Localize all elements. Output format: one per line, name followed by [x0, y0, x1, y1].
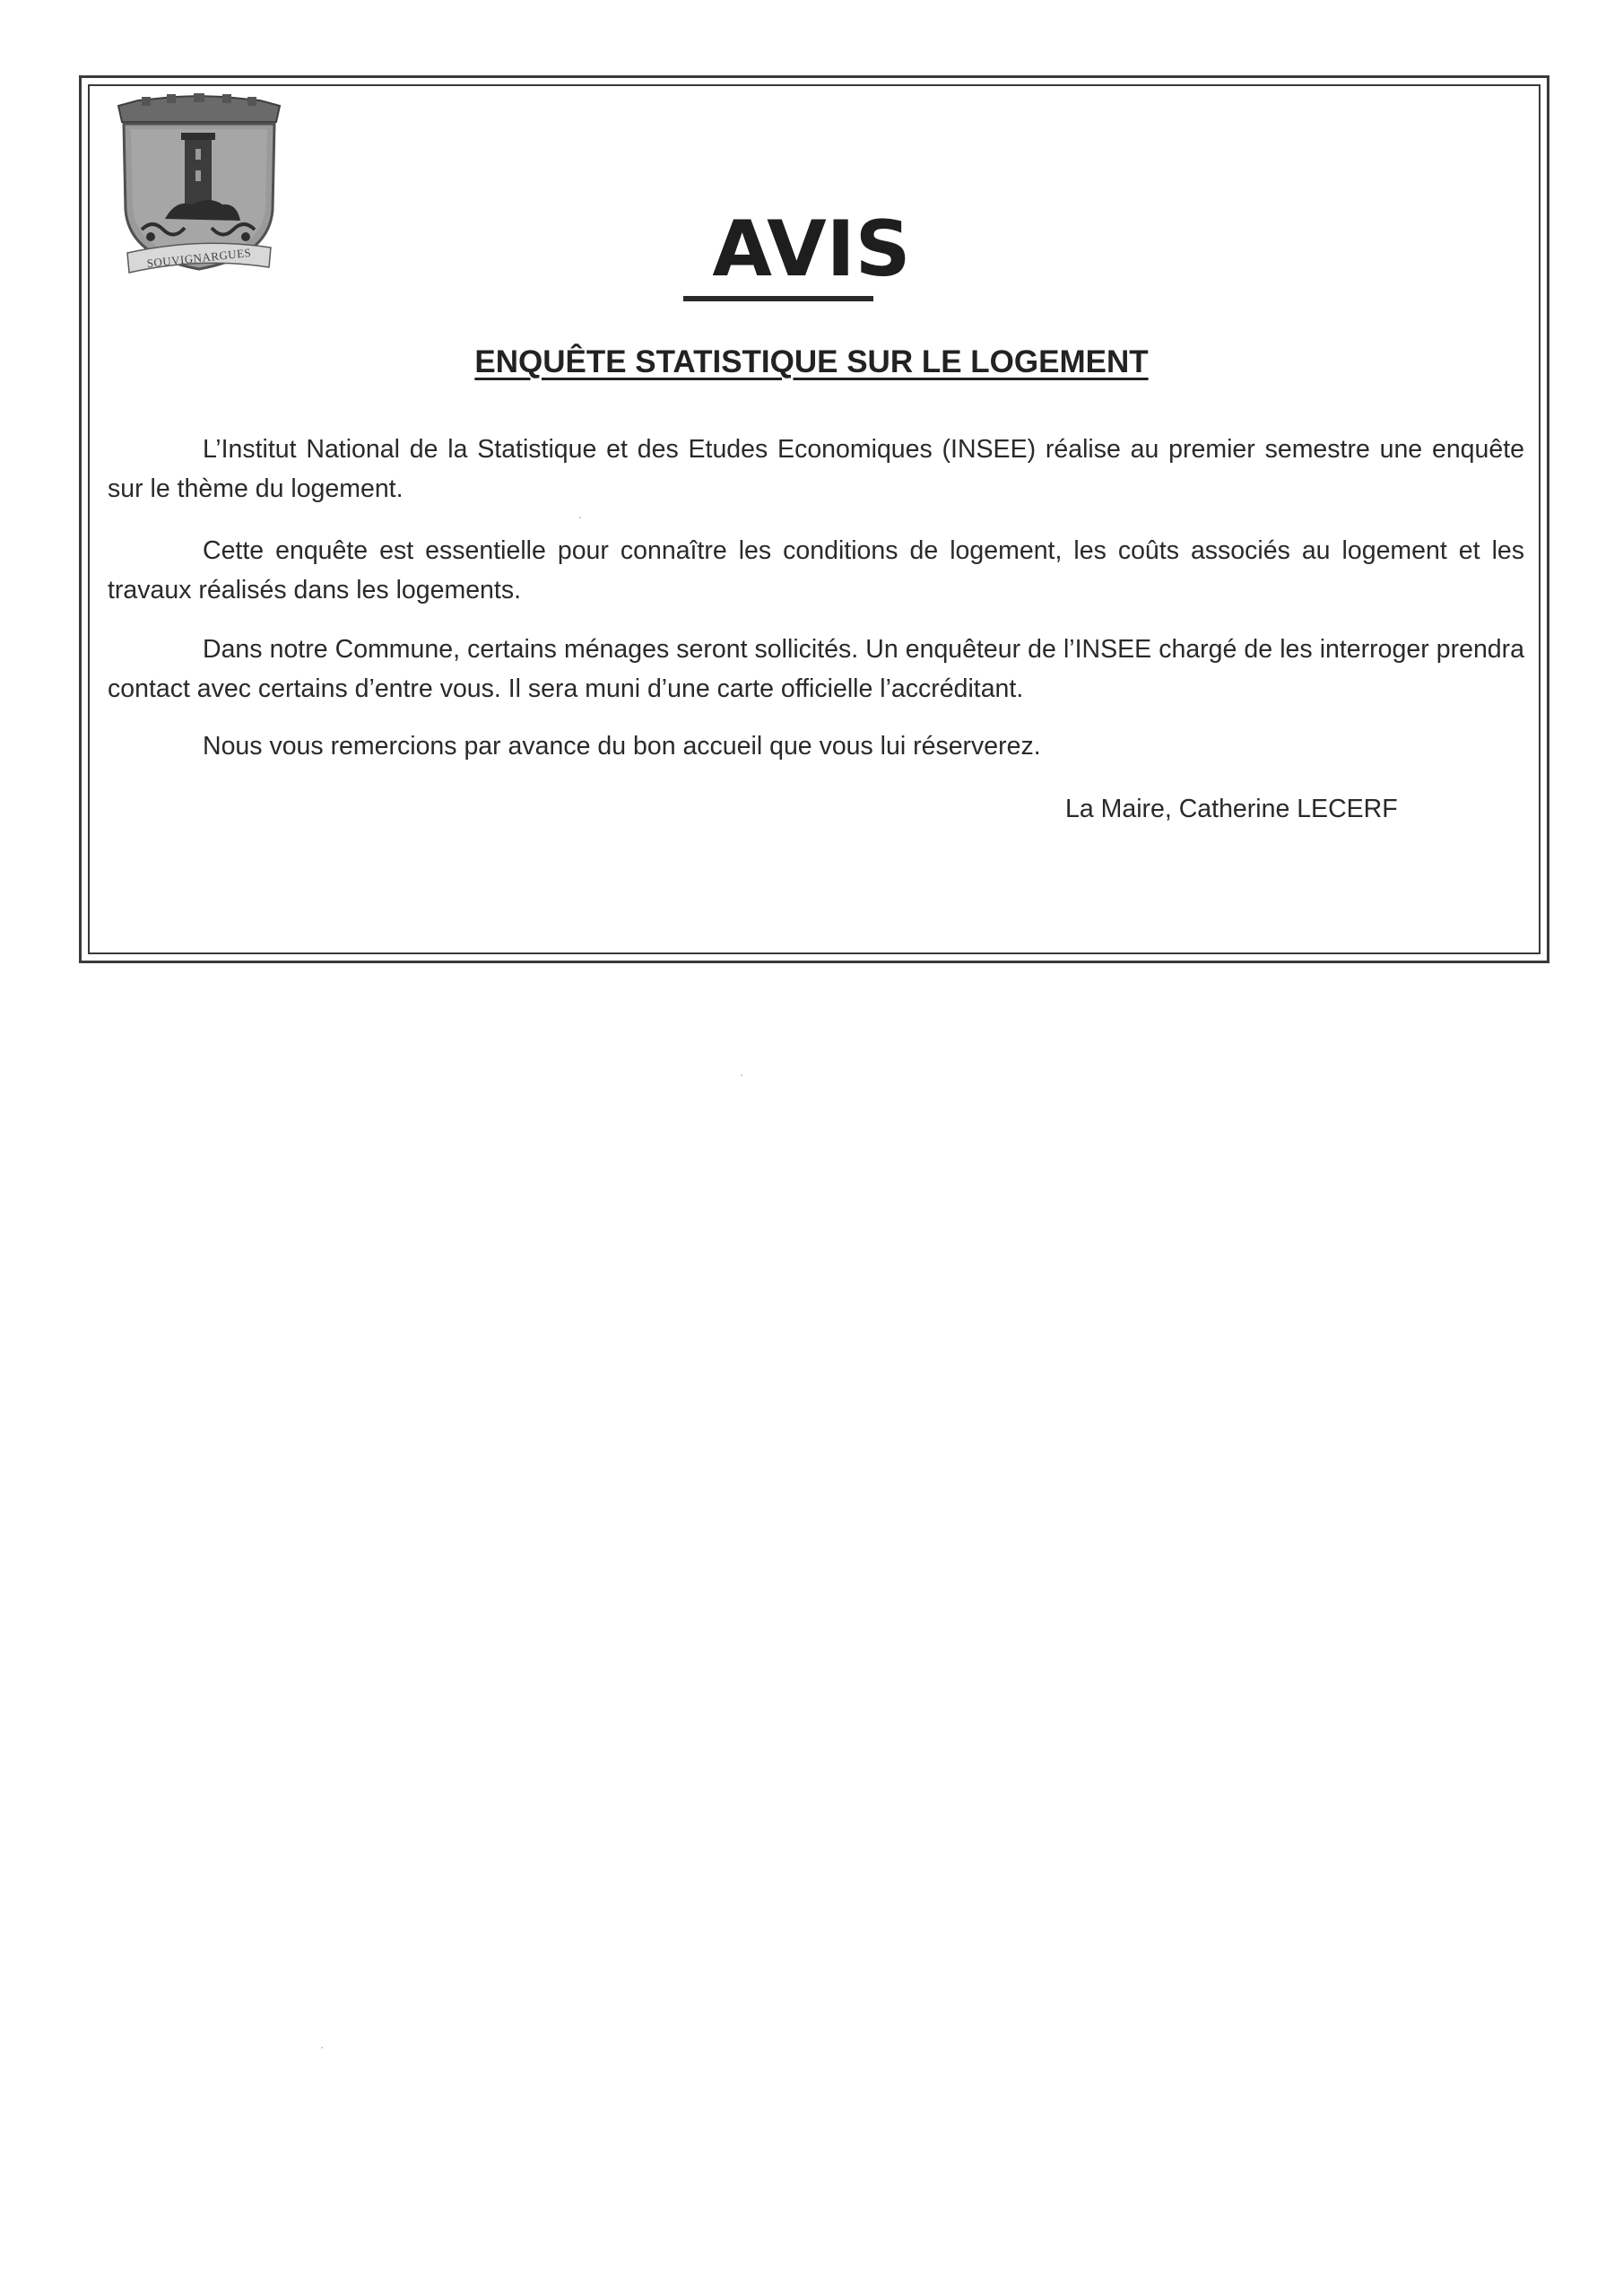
notice-subtitle — [0, 343, 1623, 382]
paragraph-survey-purpose: Cette enquête est essentielle pour connaître les conditions de logement, les coûts associés au logement et les travaux réalisés dans les logements. — [108, 536, 1524, 604]
mayor-signature: La Maire, Catherine LECERF — [1065, 795, 1398, 823]
paragraph-insee-intro: L’Institut National de la Statistique et des Etudes Economiques (INSEE) réalise au premier semestre une enquête sur le thème du logement. — [108, 435, 1524, 503]
crest-label: SOUVIGNARGUES — [145, 245, 252, 271]
paragraph-households-contact: Dans notre Commune, certains ménages seront sollicités. Un enquêteur de l’INSEE chargé de les interroger prendra contact avec certains d’entre vous. Il sera muni d’une carte officielle l’accréditant. — [108, 635, 1524, 703]
scan-speck — [741, 1074, 742, 1076]
title-underline — [683, 296, 873, 301]
notice-subtitle-text: ENQUÊTE STATISTIQUE SUR LE LOGEMENT — [474, 344, 1149, 379]
paragraph-thanks: Nous vous remercions par avance du bon accueil que vous lui réserverez. — [203, 732, 1041, 761]
scan-speck — [321, 2047, 323, 2048]
notice-title: AVIS — [712, 204, 911, 294]
scan-speck — [579, 517, 581, 518]
